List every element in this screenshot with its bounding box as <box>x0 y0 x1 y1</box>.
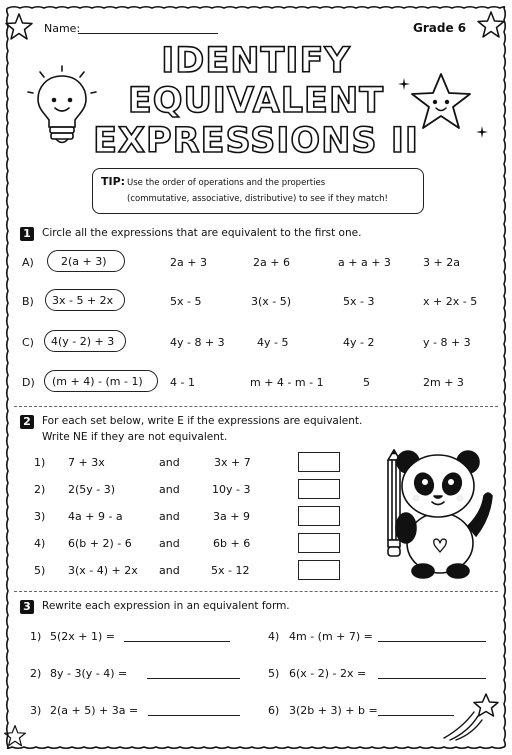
left-expression: 7 + 3x <box>68 456 105 469</box>
section-2-number: 2 <box>20 415 34 429</box>
tip-box <box>92 168 424 214</box>
and-word: and <box>159 483 180 496</box>
grade-label: Grade 6 <box>413 21 467 35</box>
option-expression[interactable]: 2a + 6 <box>253 256 290 269</box>
left-expression: 6(b + 2) - 6 <box>68 537 132 550</box>
shooting-star-icon <box>440 690 502 742</box>
sparkle-icon <box>398 78 410 90</box>
row-label: D) <box>22 376 35 389</box>
section-1-instruction: Circle all the expressions that are equivalent to the first one. <box>42 227 362 239</box>
section-1-number: 1 <box>20 227 34 241</box>
item-number: 1) <box>34 456 46 469</box>
item-number: 4) <box>268 630 280 643</box>
item-number: 4) <box>34 537 46 550</box>
tip-line-2: (commutative, associative, distributive) to see if they match! <box>127 194 388 204</box>
item-number: 5) <box>268 667 280 680</box>
answer-line[interactable] <box>147 678 240 679</box>
section-2-instruction-2: Write NE if they are not equivalent. <box>42 431 228 443</box>
and-word: and <box>159 537 180 550</box>
lightbulb-icon <box>22 62 102 152</box>
answer-line[interactable] <box>378 641 486 642</box>
answer-line[interactable] <box>124 641 230 642</box>
right-expression: 3a + 9 <box>213 510 250 523</box>
right-expression: 6b + 6 <box>213 537 251 550</box>
target-expression: (m + 4) - (m - 1) <box>52 375 143 388</box>
name-label: Name: <box>44 22 81 35</box>
left-expression: 3(x - 4) + 2x <box>68 564 138 577</box>
title-line-2: EQUIVALENT <box>127 81 385 121</box>
item-number: 1) <box>30 630 42 643</box>
answer-box[interactable] <box>298 506 340 526</box>
section-2-instruction-1: For each set below, write E if the expressions are equivalent. <box>42 415 363 427</box>
tip-line-1: Use the order of operations and the properties <box>127 178 326 188</box>
option-expression[interactable]: 2a + 3 <box>170 256 207 269</box>
answer-line[interactable] <box>148 715 240 716</box>
option-expression[interactable]: 2m + 3 <box>423 376 464 389</box>
left-expression: 2(5y - 3) <box>68 483 116 496</box>
target-expression: 2(a + 3) <box>61 255 107 268</box>
star-icon <box>3 724 27 748</box>
section-divider <box>14 591 498 592</box>
option-expression[interactable]: 4y - 5 <box>257 336 289 349</box>
option-expression[interactable]: 5x - 3 <box>343 295 375 308</box>
and-word: and <box>159 510 180 523</box>
option-expression[interactable]: x + 2x - 5 <box>423 295 478 308</box>
rewrite-expression: 6(x - 2) - 2x = <box>289 667 367 680</box>
name-input-line[interactable] <box>78 33 218 34</box>
option-expression[interactable]: 3(x - 5) <box>251 295 292 308</box>
option-expression[interactable]: y - 8 + 3 <box>423 336 471 349</box>
row-label: A) <box>22 256 34 269</box>
option-expression[interactable]: 4y - 2 <box>343 336 375 349</box>
section-divider <box>14 406 498 407</box>
item-number: 6) <box>268 704 280 717</box>
option-expression[interactable]: 4y - 8 + 3 <box>170 336 225 349</box>
right-expression: 3x + 7 <box>214 456 251 469</box>
option-expression[interactable]: a + a + 3 <box>338 256 391 269</box>
row-label: C) <box>22 336 34 349</box>
tip-label: TIP: <box>101 175 126 188</box>
section-3-instruction: Rewrite each expression in an equivalent form. <box>42 600 290 612</box>
and-word: and <box>159 564 180 577</box>
star-icon <box>476 10 506 40</box>
item-number: 2) <box>30 667 42 680</box>
option-expression[interactable]: 5x - 5 <box>170 295 202 308</box>
answer-box[interactable] <box>298 533 340 553</box>
panda-icon <box>378 440 496 580</box>
item-number: 5) <box>34 564 46 577</box>
rewrite-expression: 3(2b + 3) + b = <box>289 704 378 717</box>
right-expression: 5x - 12 <box>211 564 250 577</box>
sparkle-icon <box>476 126 488 138</box>
smiling-star-icon <box>408 70 474 136</box>
answer-box[interactable] <box>298 479 340 499</box>
answer-box[interactable] <box>298 452 340 472</box>
left-expression: 4a + 9 - a <box>68 510 123 523</box>
and-word: and <box>159 456 180 469</box>
target-expression: 4(y - 2) + 3 <box>51 335 115 348</box>
item-number: 2) <box>34 483 46 496</box>
rewrite-expression: 8y - 3(y - 4) = <box>50 667 128 680</box>
title-line-3: EXPRESSIONS II <box>93 121 419 161</box>
option-expression[interactable]: 3 + 2a <box>423 256 460 269</box>
star-icon <box>4 12 34 42</box>
answer-box[interactable] <box>298 560 340 580</box>
item-number: 3) <box>34 510 46 523</box>
target-expression: 3x - 5 + 2x <box>52 294 114 307</box>
row-label: B) <box>22 295 34 308</box>
title-line-1: IDENTIFY <box>161 41 351 81</box>
section-3-number: 3 <box>20 600 34 614</box>
rewrite-expression: 4m - (m + 7) = <box>289 630 373 643</box>
rewrite-expression: 5(2x + 1) = <box>50 630 116 643</box>
right-expression: 10y - 3 <box>212 483 251 496</box>
option-expression[interactable]: 4 - 1 <box>170 376 195 389</box>
option-expression[interactable]: 5 <box>363 376 370 389</box>
option-expression[interactable]: m + 4 - m - 1 <box>250 376 324 389</box>
answer-line[interactable] <box>378 678 486 679</box>
item-number: 3) <box>30 704 42 717</box>
rewrite-expression: 2(a + 5) + 3a = <box>50 704 139 717</box>
